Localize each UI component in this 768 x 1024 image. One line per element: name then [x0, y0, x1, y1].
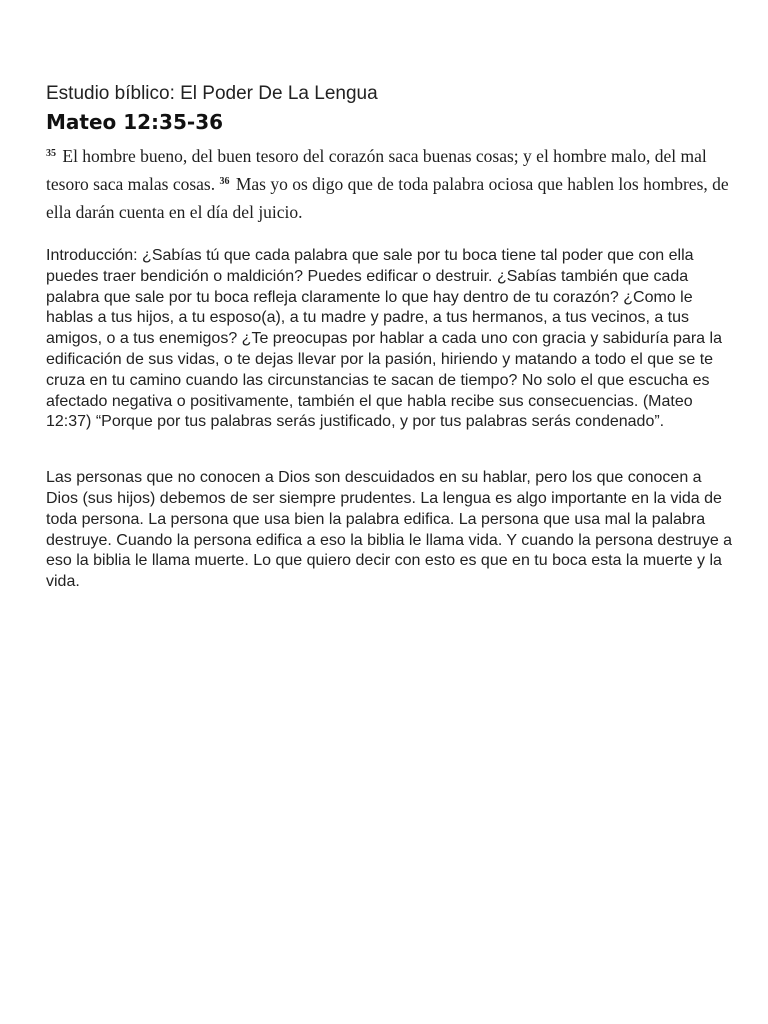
document-body — [46, 82, 736, 593]
verse-text: El hombre bueno, del buen tesoro del corazón saca buenas cosas; y el hombre malo, del mal tesoro saca malas cosas. — [46, 146, 707, 194]
verse-number: 35 — [46, 148, 56, 159]
verse-text: Mas yo os digo que de toda palabra ociosa que hablen los hombres, de ella darán cuenta en el día del juicio. — [46, 174, 729, 222]
body-paragraph: Las personas que no conocen a Dios son descuidados en su hablar, pero los que conocen a Dios (sus hijos) debemos de ser siempre prudentes. La lengua es algo importante en la vida de toda persona. La persona que usa bien la palabra edifica. La persona que usa mal la palabra destruye. Cuando la persona edifica a eso la biblia le llama vida. Y cuando la persona destruye a eso la biblia le llama muerte. Lo que quiero decir con esto es que en tu boca esta la muerte y la vida. — [46, 469, 733, 591]
study-title: Estudio bíblico: El Poder De La Lengua — [46, 83, 378, 104]
introduction-paragraph: Introducción: ¿Sabías tú que cada palabra que sale por tu boca tiene tal poder que con ella puedes traer bendición o maldición? Puedes edificar o destruir. ¿Sabías también que cada palabra que sale por tu boca refleja claramente lo que hay dentro de tu corazón? ¿Como le hablas a tus hijos, a tu esposo(a), a tu madre y padre, a tus hermanos, a tus vecinos, a tus amigos, o a tus enemigos? ¿Te preocupas por hablar a cada uno con gracia y sabiduría para la edificación de sus vidas, o te dejas llevar por la pasión, hiriendo y matando a todo el que se te cruza en tu camino cuando las circunstancias te sacan de tiempo? No solo el que escucha es afectado negativa o positivamente, también el que habla recibe sus consecuencias. (Mateo 12:37) “Porque por tus palabras serás justificado, y por tus palabras serás condenado”. — [46, 247, 722, 431]
passage-reference: Mateo 12:35-36 — [46, 110, 224, 134]
verse-number: 36 — [219, 176, 230, 187]
scripture-passage — [46, 142, 736, 226]
